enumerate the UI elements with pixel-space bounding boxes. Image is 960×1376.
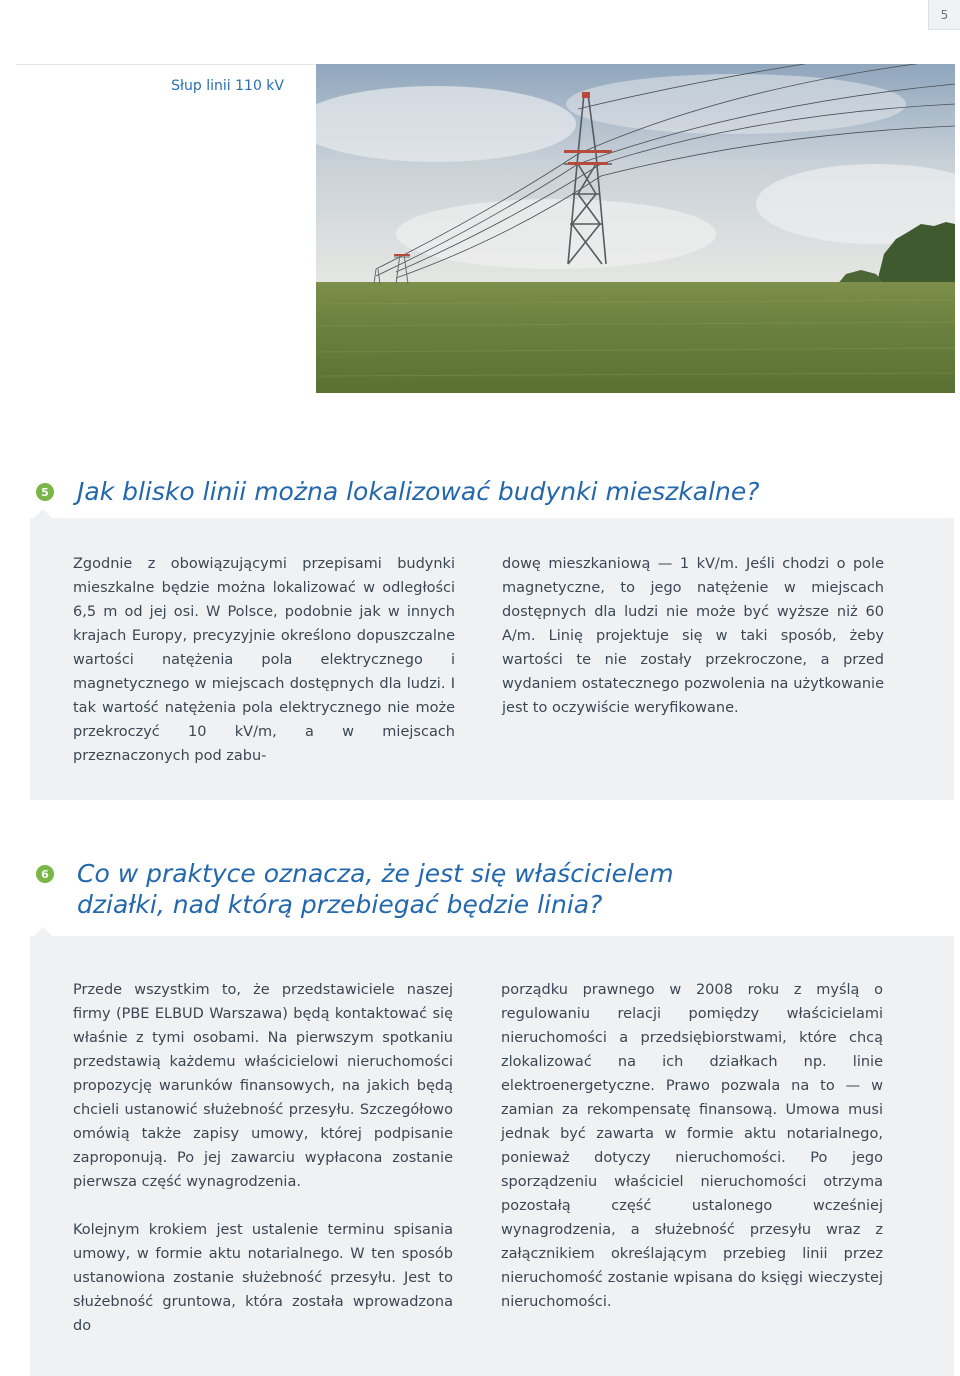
photo-caption: Słup linii 110 kV: [171, 78, 284, 94]
section-5-heading: [36, 476, 760, 507]
section-6-column-right: [501, 978, 883, 1314]
section-6-paragraph-right: porządku prawnego w 2008 roku z myślą o regulowaniu relacji pomiędzy właścicielami nieruchomości a przedsiębiorstwami, które chcą zlokalizować na ich działkach np. linie elektroenergetyczne. Prawo pozwala na to — w zamian za rekompensatę finansową. Umowa musi jednak być zawarta w formie aktu notarialnego, ponieważ dotyczy nieruchomości. Po jego sporządzeniu właściciel nieruchomości otrzyma pozostałą część ustalonego wcześniej wynagrodzenia, a służebność przesyłu wraz z załącznikiem określającym przebieg linii przez nieruchomość zostanie wpisana do księgi wieczystej nieruchomości.: [501, 982, 883, 1310]
section-5-column-left: [73, 552, 455, 768]
section-6-column-left: [73, 978, 453, 1338]
caption-rule: [16, 64, 316, 65]
section-5-paragraph-right: dowę mieszkaniową — 1 kV/m. Jeśli chodzi o pole magnetyczne, to jego natężenie w miejscach dostępnych dla ludzi nie może być wyższe niż 60 A/m. Linię projektuje się w taki sposób, żeby wartości te nie zostały przekroczone, a przed wydaniem ostatecznego pozwolenia na użytkowanie jest to oczywiście weryfikowane.: [502, 556, 884, 716]
section-6-title: Co w praktyce oznacza, że jest się właścicielem działki, nad którą przebiegać będzie linia?: [77, 859, 674, 919]
section-6-heading: [36, 858, 717, 920]
section-5-paragraph-left: Zgodnie z obowiązującymi przepisami budynki mieszkalne będzie można lokalizować w odległości 6,5 m od jej osi. W Polsce, podobnie jak w innych krajach Europy, precyzyjnie określono dopuszczalne wartości natężenia pola elektrycznego i magnetycznego w miejscach dostępnych dla ludzi. I tak wartość natężenia pola elektrycznego nie może przekroczyć 10 kV/m, a w miejscach przeznaczonych pod zabu-: [73, 556, 455, 764]
section-6-paragraph-left-2: Kolejnym krokiem jest ustalenie terminu spisania umowy, w formie aktu notarialnego. W ten sposób ustanowiona zostanie służebność przesyłu. Jest to służebność gruntowa, która została wprowadzona do: [73, 1222, 453, 1334]
section-5-number-badge: 5: [36, 483, 54, 501]
section-5-title: Jak blisko linii można lokalizować budynki mieszkalne?: [77, 477, 760, 506]
section-6-paragraph-left-1: Przede wszystkim to, że przedstawiciele naszej firmy (PBE ELBUD Warszawa) będą kontaktować się właśnie z tymi osobami. Na pierwszym spotkaniu przedstawią każdemu właścicielowi nieruchomości propozycję warunków finansowych, na jakich będą chcieli ustanowić służebność przesyłu. Szczegółowo omówią także zapisy umowy, której podpisanie zaproponują. Po jej zawarciu wypłacona zostanie pierwsza część wynagrodzenia.: [73, 982, 453, 1190]
section-6-number-badge: 6: [36, 865, 54, 883]
section-5-column-right: [502, 552, 884, 720]
section-5-box-notch: [34, 509, 52, 518]
section-6-box-notch: [34, 927, 52, 936]
page-number: 5: [928, 0, 960, 30]
power-line-photo: [316, 64, 955, 393]
